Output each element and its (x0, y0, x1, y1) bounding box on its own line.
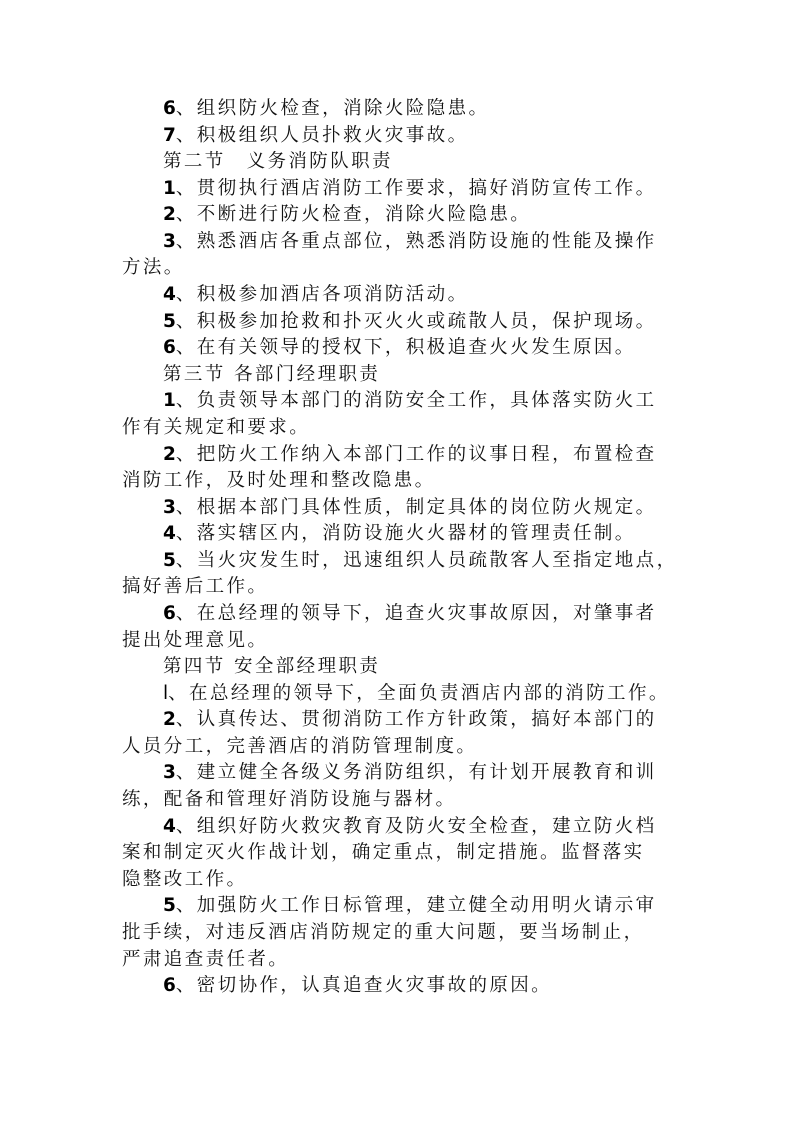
item-number: 6 (163, 337, 176, 359)
item-text: 、建立健全各级义务消防组织，有计划开展教育和训 (175, 762, 657, 784)
item-number: l (163, 682, 169, 704)
list-item (122, 760, 670, 787)
list-item-continuation: 搞好善后工作。 (122, 576, 269, 598)
item-number: 1 (163, 177, 176, 199)
item-number: 7 (163, 124, 176, 146)
list-item-continuation: 练，配备和管理好消防设施与器材。 (122, 789, 457, 811)
section-heading: 第三节 各部门经理职责 (163, 363, 381, 385)
list-item (122, 442, 670, 469)
item-text: 、组织防火检查，消除火险隐患。 (175, 98, 490, 119)
item-number: 3 (163, 762, 176, 784)
item-text: 、组织好防火救灾教育及防火安全检查，建立防火档 (175, 815, 657, 837)
list-item (122, 335, 670, 362)
item-number: 4 (163, 523, 176, 545)
list-item (122, 123, 670, 150)
item-text: 、积极组织人员扑救火灾事故。 (175, 124, 469, 146)
list-item (122, 282, 670, 309)
list-item (122, 309, 670, 336)
list-item (122, 601, 670, 628)
item-number: 4 (163, 284, 176, 306)
item-text: 、在有关领导的授权下，积极追查火火发生原因。 (175, 337, 636, 359)
item-text: 、在总经理的领导下，全面负责酒店内部的消防工作。 (168, 682, 670, 704)
item-number: 4 (163, 815, 176, 837)
item-number: 6 (163, 975, 176, 997)
item-text: 、根据本部门具体性质，制定具体的岗位防火规定。 (175, 496, 657, 518)
list-item-continuation: 作有关规定和要求。 (122, 416, 311, 438)
list-item-continuation: 隐整改工作。 (122, 868, 248, 890)
list-item-continuation: 案和制定灭火作战计划，确定重点，制定措施。监督落实 (122, 842, 645, 864)
section-heading: 第四节 安全部经理职责 (163, 656, 381, 678)
item-text: 、负责领导本部门的消防安全工作，具体落实防火工 (175, 390, 657, 412)
list-item-continuation: 批手续，对违反酒店消防规定的重大问题，要当场制止， (122, 921, 645, 943)
item-number: 3 (163, 230, 176, 252)
item-text: 、积极参加酒店各项消防活动。 (175, 284, 469, 306)
item-text: 、当火灾发生时，迅速组织人员疏散客人至指定地点， (175, 549, 678, 571)
list-item-continuation: 人员分工，完善酒店的消防管理制度。 (122, 735, 478, 757)
item-number: 6 (163, 602, 176, 624)
item-text: 、认真传达、贯彻消防工作方针政策，搞好本部门的 (175, 709, 657, 731)
list-item (122, 814, 670, 841)
item-number: 3 (163, 496, 176, 518)
item-text: 、在总经理的领导下，追查火灾事故原因，对肇事者 (175, 602, 657, 624)
list-item (122, 388, 670, 415)
list-item (122, 548, 678, 575)
list-item (122, 521, 670, 548)
item-text: 、不断进行防火检查，消除火险隐患。 (175, 204, 532, 226)
item-number: 5 (163, 549, 176, 571)
item-text: 、密切协作，认真追查火灾事故的原因。 (175, 975, 553, 997)
item-number: 5 (163, 895, 176, 917)
item-text: 、把防火工作纳入本部门工作的议事日程，布置检查 (175, 443, 657, 465)
item-number: 2 (163, 709, 176, 731)
list-item (122, 681, 670, 708)
list-item (122, 229, 670, 256)
item-text: 、加强防火工作日标管理，建立健全动用明火请示审 (175, 895, 657, 917)
item-text: 、落实辖区内，消防设施火火器材的管理责任制。 (175, 523, 636, 545)
list-item-continuation: 消防工作，及时处理和整改隐患。 (122, 470, 436, 492)
section-heading: 第二节 义务消防队职责 (163, 151, 393, 173)
list-item-continuation: 方法。 (122, 257, 185, 279)
list-item-continuation: 严肃追查责任者。 (122, 948, 290, 970)
document-page (122, 96, 678, 1000)
item-number: 1 (163, 390, 176, 412)
list-item (122, 893, 670, 920)
item-text: 、贯彻执行酒店消防工作要求，搞好消防宣传工作。 (175, 177, 657, 199)
item-number: 5 (163, 310, 176, 332)
list-item (122, 202, 670, 229)
list-item (122, 707, 670, 734)
list-item (122, 96, 670, 123)
list-item (122, 495, 670, 522)
list-item-continuation: 提出处理意见。 (122, 629, 269, 651)
item-number: 2 (163, 443, 176, 465)
item-number: 6 (163, 98, 176, 119)
list-item (122, 973, 670, 1000)
item-number: 2 (163, 204, 176, 226)
item-text: 、积极参加抢救和扑灭火火或疏散人员，保护现场。 (175, 310, 657, 332)
item-text: 、熟悉酒店各重点部位，熟悉消防设施的性能及操作 (175, 230, 657, 252)
list-item (122, 176, 670, 203)
